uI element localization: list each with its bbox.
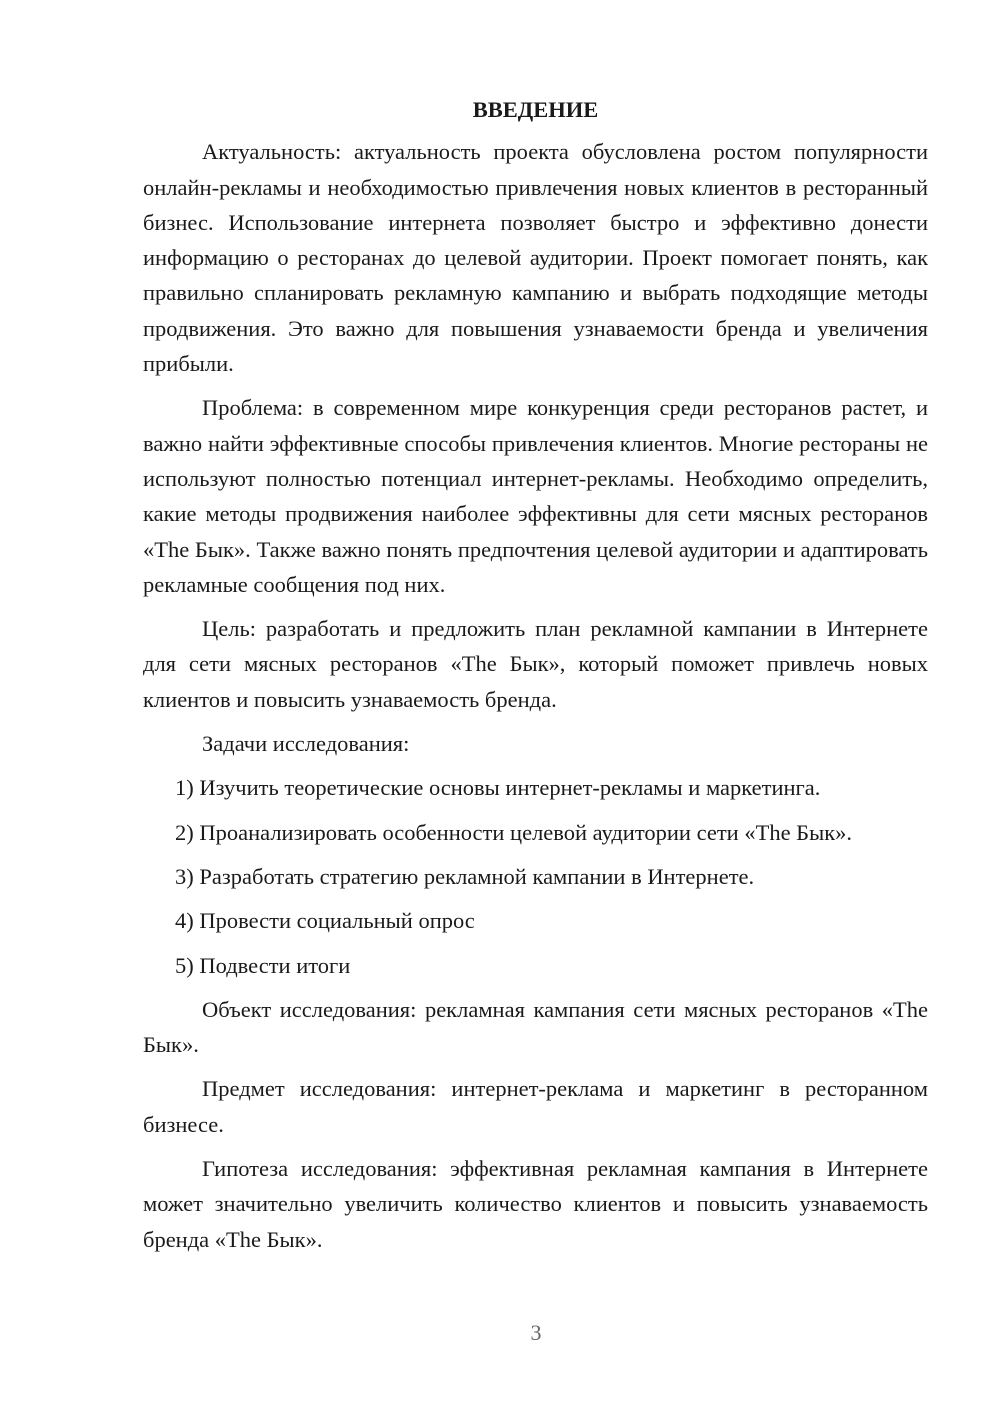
object-paragraph: Объект исследования: рекламная кампания сети мясных ресторанов «The Бык». bbox=[143, 996, 928, 1058]
task-item: 5) Подвести итоги bbox=[175, 952, 351, 978]
task-item: 3) Разработать стратегию рекламной кампании в Интернете. bbox=[175, 863, 755, 889]
problem-paragraph: Проблема: в современном мире конкуренция среди ресторанов растет, и важно найти эффективные способы привлечения клиентов. Многие рестораны не используют полностью потенциал интернет-рекламы. Необходимо определить, какие методы продвижения наиболее эффективны для сети мясных ресторанов «The Бык». Также важно понять предпочтения целевой аудитории и адаптировать рекламные сообщения под них. bbox=[143, 395, 928, 597]
task-item: 2) Проанализировать особенности целевой аудитории сети «The Бык». bbox=[175, 819, 853, 845]
subject-paragraph: Предмет исследования: интернет-реклама и маркетинг в ресторанном бизнесе. bbox=[143, 1076, 928, 1137]
document-page bbox=[143, 92, 928, 1266]
tasks-heading: Задачи исследования: bbox=[202, 731, 410, 757]
task-item: 1) Изучить теоретические основы интернет-рекламы и маркетинга. bbox=[175, 775, 821, 801]
hypothesis-paragraph: Гипотеза исследования: эффективная рекламная кампания в Интернете может значительно увеличить количество клиентов и повысить узнаваемость бренда «The Бык». bbox=[143, 1156, 928, 1252]
goal-paragraph: Цель: разработать и предложить план рекламной кампании в Интернете для сети мясных ресторанов «The Бык», который поможет привлечь новых клиентов и повысить узнаваемость бренда. bbox=[143, 616, 928, 712]
tasks-list bbox=[143, 770, 928, 982]
section-heading: ВВЕДЕНИЕ bbox=[472, 97, 599, 122]
relevance-paragraph: Актуальность: актуальность проекта обусловлена ростом популярности онлайн-рекламы и необходимостью привлечения новых клиентов в ресторанный бизнес. Использование интернета позволяет быстро и эффективно донести информацию о ресторанах до целевой аудитории. Проект помогает понять, как правильно спланировать рекламную кампанию и выбрать подходящие методы продвижения. Это важно для повышения узнаваемости бренда и увеличения прибыли. bbox=[143, 139, 928, 377]
task-item: 4) Провести социальный опрос bbox=[175, 908, 475, 934]
page-number: 3 bbox=[530, 1320, 542, 1345]
